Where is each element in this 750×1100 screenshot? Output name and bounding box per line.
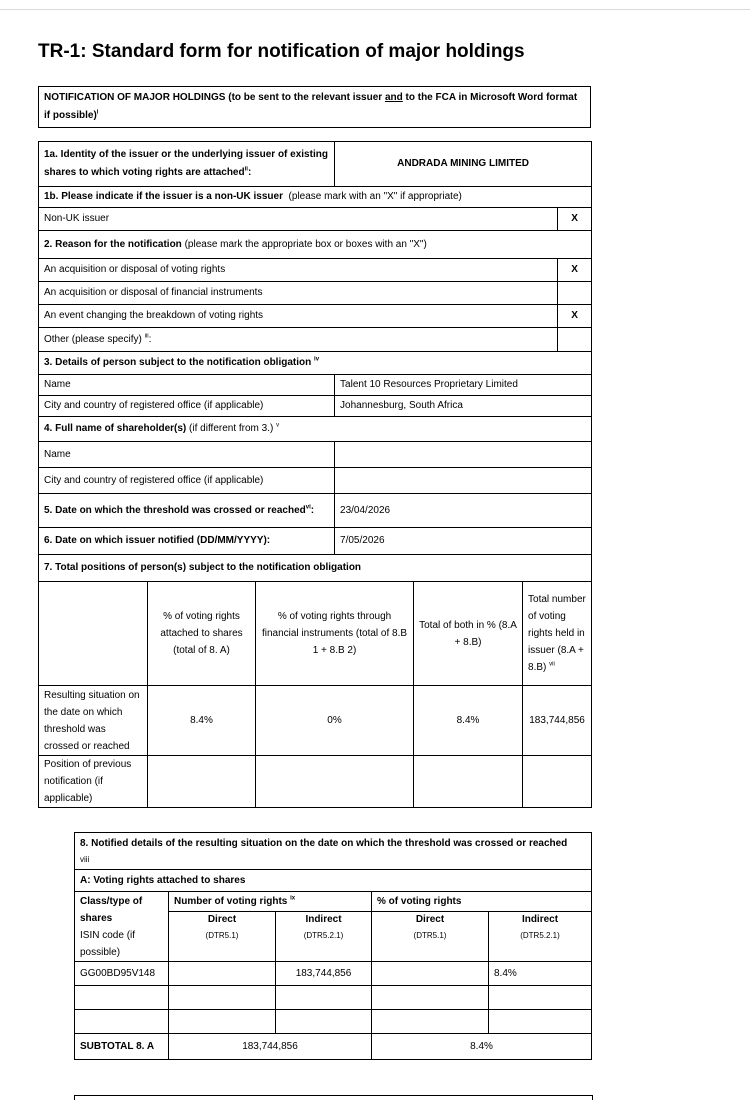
reason-checkbox-financial-instruments[interactable]	[558, 282, 592, 305]
reason-other-field[interactable]	[558, 328, 592, 352]
table-row	[75, 986, 592, 1010]
shareholder-name-value	[335, 442, 592, 468]
resulting-pct-instruments: 0%	[256, 686, 414, 756]
empty-cell	[169, 986, 276, 1010]
empty-cell	[169, 1010, 276, 1034]
page-title: TR-1: Standard form for notification of major holdings	[38, 41, 525, 62]
table-row	[75, 1010, 592, 1034]
reason-label-financial-instruments: An acquisition or disposal of financial instruments	[39, 282, 558, 305]
previous-total-pct	[414, 756, 523, 808]
notified-details-table	[74, 832, 592, 1060]
previous-total-number	[523, 756, 592, 808]
number-indirect-value: 183,744,856	[276, 962, 372, 986]
issuer-name: ANDRADA MINING LIMITED	[335, 142, 592, 187]
notification-header: NOTIFICATION OF MAJOR HOLDINGS (to be sent to the relevant issuer and to the FCA in Microsoft Word format if possible)$^i$	[39, 87, 591, 128]
number-direct-header: Direct (DTR5.1)	[169, 912, 276, 962]
table-row	[75, 962, 592, 986]
shareholder-city-value	[335, 468, 592, 494]
header-total-both: Total of both in % (8.A + 8.B)	[414, 582, 523, 686]
resulting-total-number: 183,744,856	[523, 686, 592, 756]
empty-cell	[75, 986, 169, 1010]
person-name-value: Talent 10 Resources Proprietary Limited	[335, 375, 592, 396]
person-details-heading: 3. Details of person subject to the notification obligation $^{iv}$	[39, 352, 592, 375]
shareholder-heading: 4. Full name of shareholder(s) (if different from 3.) $^v$	[39, 417, 592, 442]
empty-cell	[489, 986, 592, 1010]
header-total-number: Total number of voting rights held in issuer (8.A + 8.B) $^{vii}$	[523, 582, 592, 686]
reason-checkbox-breakdown-change[interactable]: X	[558, 305, 592, 328]
pct-direct-value	[372, 962, 489, 986]
pct-indirect-value: 8.4%	[489, 962, 592, 986]
previous-pct-instruments	[256, 756, 414, 808]
number-voting-rights-header: Number of voting rights $^{ix}$	[169, 892, 372, 912]
empty-cell	[276, 1010, 372, 1034]
share-class-isin: GG00BD95V148	[75, 962, 169, 986]
total-positions-heading: 7. Total positions of person(s) subject to the notification obligation	[39, 555, 592, 582]
number-direct-value	[169, 962, 276, 986]
main-form-table	[38, 141, 592, 808]
reason-checkbox-voting-rights[interactable]: X	[558, 259, 592, 282]
notification-header-box	[38, 86, 591, 128]
empty-cell	[276, 986, 372, 1010]
shareholder-name-label: Name	[39, 442, 335, 468]
empty-cell	[372, 986, 489, 1010]
issuer-notified-date-label: 6. Date on which issuer notified (DD/MM/YYYY):	[39, 528, 335, 555]
subtotal-label: SUBTOTAL 8. A	[75, 1034, 169, 1060]
total-positions-corner	[39, 582, 148, 686]
next-table-edge	[74, 1095, 593, 1100]
empty-cell	[372, 1010, 489, 1034]
shareholder-city-label: City and country of registered office (if applicable)	[39, 468, 335, 494]
row-label-resulting-situation: Resulting situation on the date on which threshold was crossed or reached	[39, 686, 148, 756]
pct-voting-rights-header: % of voting rights	[372, 892, 592, 912]
person-city-value: Johannesburg, South Africa	[335, 396, 592, 417]
notified-details-heading: 8. Notified details of the resulting situation on the date on which the threshold was crossed or reached viii	[75, 833, 592, 870]
pct-direct-header: Direct (DTR5.1)	[372, 912, 489, 962]
non-uk-issuer-label: Non-UK issuer	[39, 208, 558, 231]
voting-rights-shares-heading: A: Voting rights attached to shares	[75, 870, 592, 892]
empty-cell	[75, 1010, 169, 1034]
reason-label-breakdown-change: An event changing the breakdown of voting rights	[39, 305, 558, 328]
person-name-label: Name	[39, 375, 335, 396]
header-voting-rights-instruments: % of voting rights through financial instruments (total of 8.B 1 + 8.B 2)	[256, 582, 414, 686]
number-indirect-header: Indirect (DTR5.2.1)	[276, 912, 372, 962]
threshold-date-label: 5. Date on which the threshold was crossed or reached$^{vi}$:	[39, 494, 335, 528]
person-city-label: City and country of registered office (if applicable)	[39, 396, 335, 417]
non-uk-issuer-heading: 1b. Please indicate if the issuer is a non-UK issuer (please mark with an "X" if appropriate)	[39, 187, 592, 208]
pct-indirect-header: Indirect (DTR5.2.1)	[489, 912, 592, 962]
previous-pct-shares	[148, 756, 256, 808]
non-uk-issuer-checkbox[interactable]: X	[558, 208, 592, 231]
header-voting-rights-shares: % of voting rights attached to shares (total of 8. A)	[148, 582, 256, 686]
class-type-header: Class/type of shares ISIN code (if possible)	[75, 892, 169, 962]
resulting-pct-shares: 8.4%	[148, 686, 256, 756]
issuer-notified-date-value: 7/05/2026	[335, 528, 592, 555]
resulting-total-pct: 8.4%	[414, 686, 523, 756]
issuer-identity-label: 1a. Identity of the issuer or the underlying issuer of existing shares to which voting rights are attached$^{ii}$:	[39, 142, 335, 187]
subtotal-number: 183,744,856	[169, 1034, 372, 1060]
empty-cell	[489, 1010, 592, 1034]
reason-other-label: Other (please specify) $^{iii}$:	[39, 328, 558, 352]
top-divider	[0, 9, 750, 10]
row-label-previous-notification: Position of previous notification (if applicable)	[39, 756, 148, 808]
threshold-date-value: 23/04/2026	[335, 494, 592, 528]
subtotal-pct: 8.4%	[372, 1034, 592, 1060]
reason-label-voting-rights: An acquisition or disposal of voting rights	[39, 259, 558, 282]
reason-heading: 2. Reason for the notification (please mark the appropriate box or boxes with an "X")	[39, 231, 592, 259]
